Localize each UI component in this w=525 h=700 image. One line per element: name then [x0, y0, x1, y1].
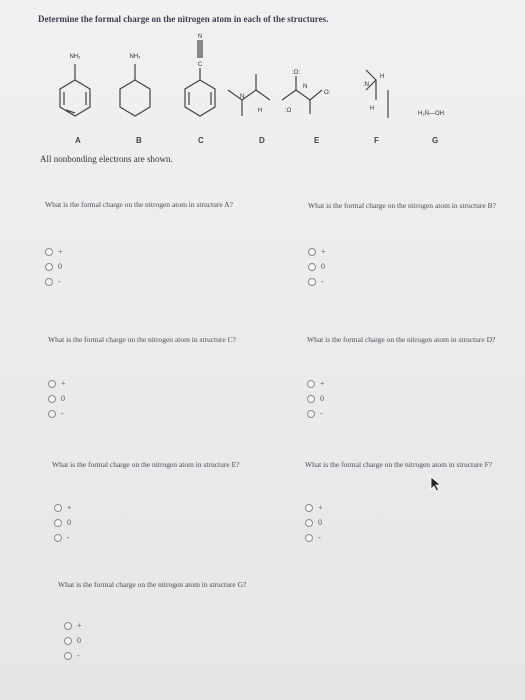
atom-e-o-top: :O: [291, 70, 301, 76]
radio-button[interactable] [305, 504, 313, 512]
option-b-zero[interactable]: 0 [308, 259, 326, 274]
question-e-text: What is the formal charge on the nitrogen atom in structure E? [52, 460, 240, 469]
radio-button[interactable] [307, 380, 315, 388]
option-g-minus[interactable]: - [64, 648, 82, 663]
label-d: D [259, 136, 265, 145]
structure-g-formula: H₂N̈—OH [418, 111, 444, 117]
question-f-text: What is the formal charge on the nitrogen atom in structure F? [305, 460, 493, 469]
label-c: C [198, 136, 204, 145]
atom-f-h2: H [370, 106, 375, 112]
option-e-plus[interactable]: + [54, 500, 72, 515]
question-a-options [45, 244, 63, 289]
structures-figure [30, 28, 500, 153]
radio-button[interactable] [305, 519, 313, 527]
question-b-text: What is the formal charge on the nitrogen atom in structure B? [308, 201, 496, 210]
option-c-minus[interactable]: - [48, 406, 66, 421]
question-g-options [64, 618, 82, 663]
atom-e-n: N [303, 84, 308, 90]
question-c-options [48, 376, 66, 421]
atom-b-nh2: NH₂ [129, 54, 141, 60]
radio-button[interactable] [45, 278, 53, 286]
structure-d-chain [228, 74, 270, 116]
atom-f-h: H [380, 74, 385, 80]
radio-button[interactable] [54, 534, 62, 542]
option-f-plus[interactable]: + [305, 500, 323, 515]
option-c-plus[interactable]: + [48, 376, 66, 391]
label-f: F [374, 136, 379, 145]
label-a: A [75, 136, 81, 145]
option-g-plus[interactable]: + [64, 618, 82, 633]
radio-button[interactable] [307, 410, 315, 418]
question-d-text: What is the formal charge on the nitrogen atom in structure D? [307, 335, 496, 344]
label-g: G [432, 136, 439, 145]
radio-button[interactable] [305, 534, 313, 542]
atom-e-o-right: O: [324, 90, 331, 96]
radio-button[interactable] [307, 395, 315, 403]
question-a-text: What is the formal charge on the nitrogen atom in structure A? [45, 200, 233, 209]
atom-f-n: :N [363, 82, 369, 88]
option-e-zero[interactable]: 0 [54, 515, 72, 530]
atom-d-n: N [240, 94, 245, 100]
question-b-options [308, 244, 326, 289]
option-d-plus[interactable]: + [307, 376, 325, 391]
atom-c-n: N [197, 34, 203, 40]
nonbonding-note: All nonbonding electrons are shown. [40, 154, 173, 164]
label-b: B [136, 136, 142, 145]
option-b-plus[interactable]: + [308, 244, 326, 259]
option-a-zero[interactable]: 0 [45, 259, 63, 274]
radio-button[interactable] [54, 519, 62, 527]
radio-button[interactable] [45, 248, 53, 256]
mouse-cursor-icon [430, 476, 442, 492]
radio-button[interactable] [64, 622, 72, 630]
radio-button[interactable] [308, 263, 316, 271]
atom-a-nh2: NH₂ [69, 54, 81, 60]
option-a-minus[interactable]: - [45, 274, 63, 289]
radio-button[interactable] [48, 380, 56, 388]
radio-button[interactable] [64, 637, 72, 645]
question-g-text: What is the formal charge on the nitrogen atom in structure G? [58, 580, 247, 589]
option-g-zero[interactable]: 0 [64, 633, 82, 648]
radio-button[interactable] [308, 248, 316, 256]
radio-button[interactable] [45, 263, 53, 271]
option-a-plus[interactable]: + [45, 244, 63, 259]
question-d-options [307, 376, 325, 421]
radio-button[interactable] [54, 504, 62, 512]
radio-button[interactable] [308, 278, 316, 286]
question-c-text: What is the formal charge on the nitrogen atom in structure C? [48, 335, 236, 344]
atom-d-h: H [258, 108, 263, 114]
radio-button[interactable] [64, 652, 72, 660]
structure-a-ring [60, 64, 90, 116]
page-title: Determine the formal charge on the nitrogen atom in each of the structures. [38, 14, 329, 24]
option-f-zero[interactable]: 0 [305, 515, 323, 530]
question-f-options [305, 500, 323, 545]
structure-c-ring [185, 40, 215, 116]
option-c-zero[interactable]: 0 [48, 391, 66, 406]
option-e-minus[interactable]: - [54, 530, 72, 545]
option-f-minus[interactable]: - [305, 530, 323, 545]
atom-c-c: C [197, 62, 203, 68]
radio-button[interactable] [48, 395, 56, 403]
radio-button[interactable] [48, 410, 56, 418]
label-e: E [314, 136, 320, 145]
question-e-options [54, 500, 72, 545]
option-b-minus[interactable]: - [308, 274, 326, 289]
atom-e-o-left: :O [285, 108, 292, 114]
structure-b-ring [120, 64, 150, 116]
option-d-zero[interactable]: 0 [307, 391, 325, 406]
option-d-minus[interactable]: - [307, 406, 325, 421]
